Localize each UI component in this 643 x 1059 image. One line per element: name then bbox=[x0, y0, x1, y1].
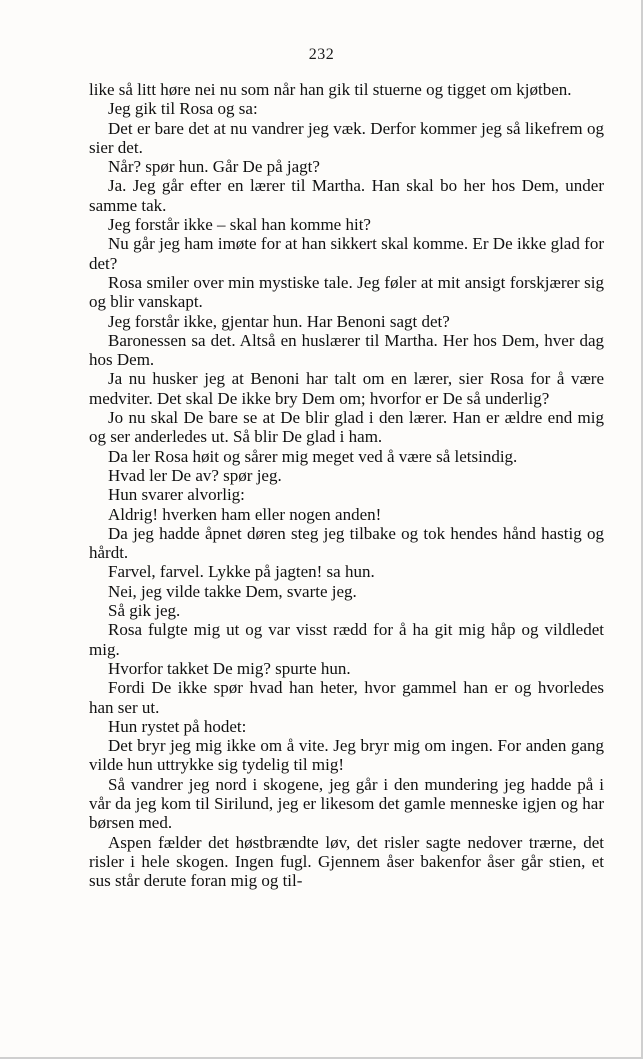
paragraph: Nu går jeg ham imøte for at han sikkert skal komme. Er De ikke glad for det? bbox=[89, 234, 604, 273]
paragraph: Rosa smiler over min mystiske tale. Jeg føler at mit ansigt forskjærer sig og blir vanskapt. bbox=[89, 272, 604, 312]
paragraph: Rosa fulgte mig ut og var visst rædd for å ha git mig håp og vildledet mig. bbox=[89, 620, 604, 659]
paragraph: Når? spør hun. Går De på jagt? bbox=[108, 157, 320, 177]
paragraph: Jeg gik til Rosa og sa: bbox=[108, 99, 258, 119]
paragraph: Aspen fælder det høstbrændte løv, det risler sagte nedover trærne, det risler i hele skogen. Ingen fugl. Gjennem åser bakenfor åser går stien, et sus står derute foran mig og til- bbox=[89, 832, 604, 891]
paragraph: Hun svarer alvorlig: bbox=[108, 485, 245, 505]
paragraph: Hvorfor takket De mig? spurte hun. bbox=[108, 658, 351, 678]
paragraph: Nei, jeg vilde takke Dem, svarte jeg. bbox=[108, 581, 357, 601]
page-number: 232 bbox=[308, 46, 335, 63]
paragraph: Hvad ler De av? spør jeg. bbox=[108, 465, 282, 485]
paragraph: like så litt høre nei nu som når han gik til stuerne og tigget om kjøtben. bbox=[89, 80, 572, 99]
paragraph: Ja nu husker jeg at Benoni har talt om en lærer, sier Rosa for å være medviter. Det skal De ikke bry Dem om; hvorfor er De så underlig? bbox=[89, 369, 604, 408]
paragraph: Så gik jeg. bbox=[108, 601, 181, 621]
paragraph: Så vandrer jeg nord i skogene, jeg går i den mundering jeg hadde på i vår da jeg kom til Sirilund, jeg er likesom det gamle menneske igjen og har børsen med. bbox=[89, 774, 604, 833]
paragraph: Det er bare det at nu vandrer jeg væk. Derfor kommer jeg så likefrem og sier det. bbox=[89, 118, 604, 157]
paragraph: Jo nu skal De bare se at De blir glad i den lærer. Han er ældre end mig og ser anderledes ut. Så blir De glad i ham. bbox=[89, 408, 604, 447]
paragraph: Jeg forstår ikke, gjentar hun. Har Benoni sagt det? bbox=[108, 311, 450, 331]
paragraph: Jeg forstår ikke – skal han komme hit? bbox=[108, 215, 371, 235]
paragraph: Aldrig! hverken ham eller nogen anden! bbox=[108, 504, 382, 524]
body-text bbox=[89, 80, 604, 890]
paragraph: Hun rystet på hodet: bbox=[108, 716, 247, 736]
paragraph: Det bryr jeg mig ikke om å vite. Jeg bryr mig om ingen. For anden gang vilde hun uttrykke sig tydelig til mig! bbox=[89, 736, 604, 775]
paragraph: Ja. Jeg går efter en lærer til Martha. Han skal bo her hos Dem, under samme tak. bbox=[89, 176, 604, 215]
paragraph: Da jeg hadde åpnet døren steg jeg tilbake og tok hendes hånd hastig og hårdt. bbox=[89, 523, 604, 563]
paragraph: Baronessen sa det. Altså en huslærer til Martha. Her hos Dem, hver dag hos Dem. bbox=[89, 330, 604, 370]
paragraph: Fordi De ikke spør hvad han heter, hvor gammel han er og hvorledes han ser ut. bbox=[89, 678, 604, 717]
paragraph: Da ler Rosa høit og sårer mig meget ved å være så letsindig. bbox=[108, 446, 518, 466]
paragraph: Farvel, farvel. Lykke på jagten! sa hun. bbox=[108, 562, 375, 582]
